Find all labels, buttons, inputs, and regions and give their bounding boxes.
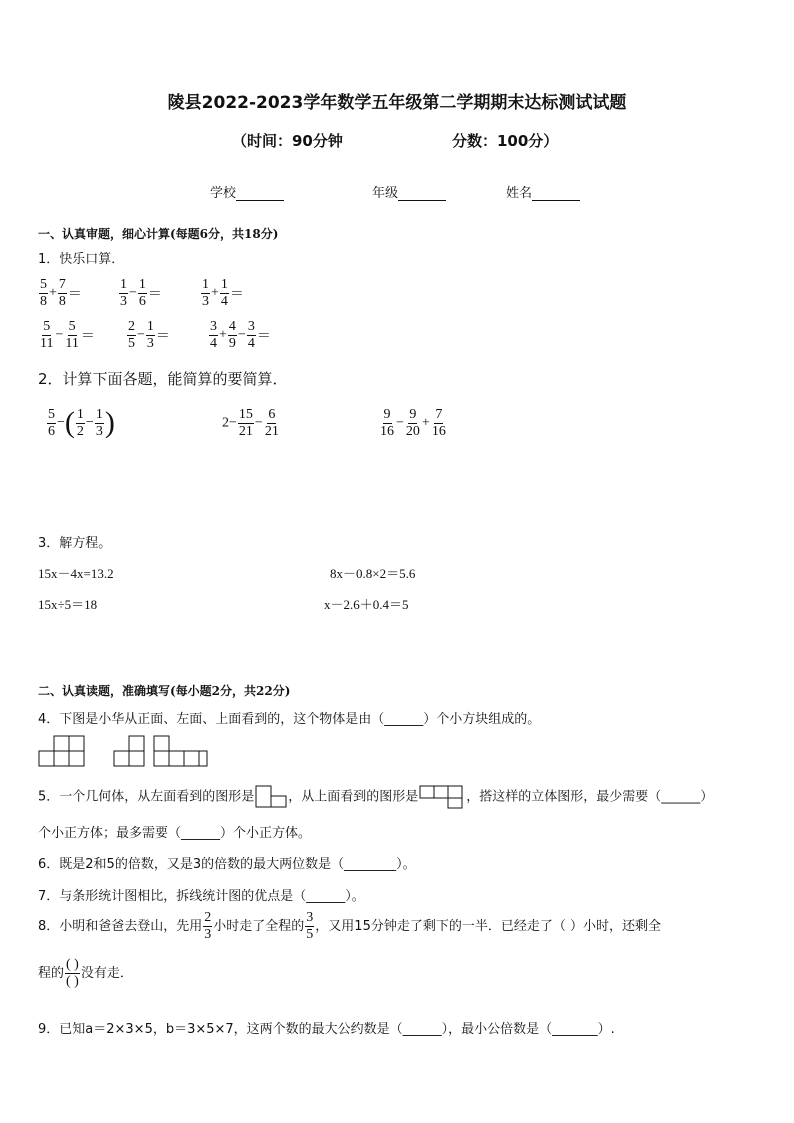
section-2-heading: 二、认真读题，准确填写(每小题2分，共22分) xyxy=(38,684,291,698)
q2-expr-3: $\frac{9}{16}$ − $\frac{9}{20}$ + $\frac{7}{16}$ xyxy=(380,407,446,439)
exam-score: 分数：100分） xyxy=(452,132,559,150)
q4-text: 4．下图是小华从正面、左面、上面看到的，这个物体是由（______）个小方块组成的。 xyxy=(38,712,541,727)
q8-line-1: 8．小明和爸爸去登山，先用 $\frac{2}{3}$ 小时走了全程的 $\frac{3}{5}$ ，又用15分钟走了剩下的一半．已经走了（ ）小时，还剩全 xyxy=(38,910,661,942)
q1-expr-3: $\frac{1}{3}$ + $\frac{1}{4}$ ＝ xyxy=(202,277,244,309)
q1-expr-6: $\frac{3}{4}$ + $\frac{4}{9}$ − $\frac{3}{4}$ ＝ xyxy=(210,319,271,351)
school-field xyxy=(210,182,284,201)
equation-1: 15x－4x=13.2 xyxy=(38,566,114,581)
q1-expr-4: $\frac{5}{11}$ − $\frac{5}{11}$ ＝ xyxy=(40,319,95,351)
grade-field xyxy=(372,182,446,201)
grade-label: 年级 xyxy=(372,186,399,201)
section-1-heading: 一、认真审题，细心计算(每题6分，共18分) xyxy=(38,227,279,241)
equation-2: 8x－0.8×2＝5.6 xyxy=(330,566,416,581)
left-view-shape-icon xyxy=(254,784,288,810)
page-title: 陵县2022-2023学年数学五年级第二学期期末达标测试试题 xyxy=(167,93,627,113)
name-label: 姓名 xyxy=(506,186,533,201)
q3-title: 3．解方程。 xyxy=(38,536,112,551)
q2-expr-1: $\frac{5}{6}$ −( $\frac{1}{2}$ − $\frac{1}{3}$ ) xyxy=(48,406,115,439)
three-views-figure xyxy=(38,734,208,768)
q2-expr-2: 2− $\frac{15}{21}$ − $\frac{6}{21}$ xyxy=(222,407,279,439)
top-view-shape-icon xyxy=(418,784,466,810)
q8-line-2: 程的 $\frac{( )}{( )}$ 没有走． xyxy=(38,957,133,989)
name-field xyxy=(506,182,580,201)
q1-expr-2: $\frac{1}{3}$ − $\frac{1}{6}$ ＝ xyxy=(120,277,162,309)
q5-line-2: 个小正方体；最多需要（______）个小正方体。 xyxy=(38,826,312,841)
left-view-icon xyxy=(114,736,144,766)
q1-expr-1: $\frac{5}{8}$ + $\frac{7}{8}$ ＝ xyxy=(40,277,82,309)
q5-line-1: 5．一个几何体，从左面看到的图形是 ，从上面看到的图形是 ，搭这样的立体图形，最少需要（______） xyxy=(38,784,713,810)
equation-4: x－2.6＋0.4＝5 xyxy=(324,597,409,612)
school-label: 学校 xyxy=(210,186,237,201)
equation-3: 15x÷5＝18 xyxy=(38,597,98,612)
name-blank[interactable] xyxy=(532,186,580,201)
q9-text: 9．已知a＝2×3×5，b＝3×5×7，这两个数的最大公约数是（______），最小公倍数是（_______）. xyxy=(38,1022,615,1037)
school-blank[interactable] xyxy=(236,186,284,201)
front-view-icon xyxy=(39,736,84,766)
grade-blank[interactable] xyxy=(398,186,446,201)
q6-text: 6．既是2和5的倍数，又是3的倍数的最大两位数是（________）。 xyxy=(38,857,416,872)
q7-text: 7．与条形统计图相比，拆线统计图的优点是（______）。 xyxy=(38,889,365,904)
q1-expr-5: $\frac{2}{5}$ − $\frac{1}{3}$ ＝ xyxy=(128,319,170,351)
q1-title: 1．快乐口算． xyxy=(38,252,125,267)
exam-time: （时间：90分钟 xyxy=(232,132,343,150)
q2-title: 2．计算下面各题，能简算的要简算． xyxy=(38,370,288,388)
top-view-icon xyxy=(154,736,207,766)
